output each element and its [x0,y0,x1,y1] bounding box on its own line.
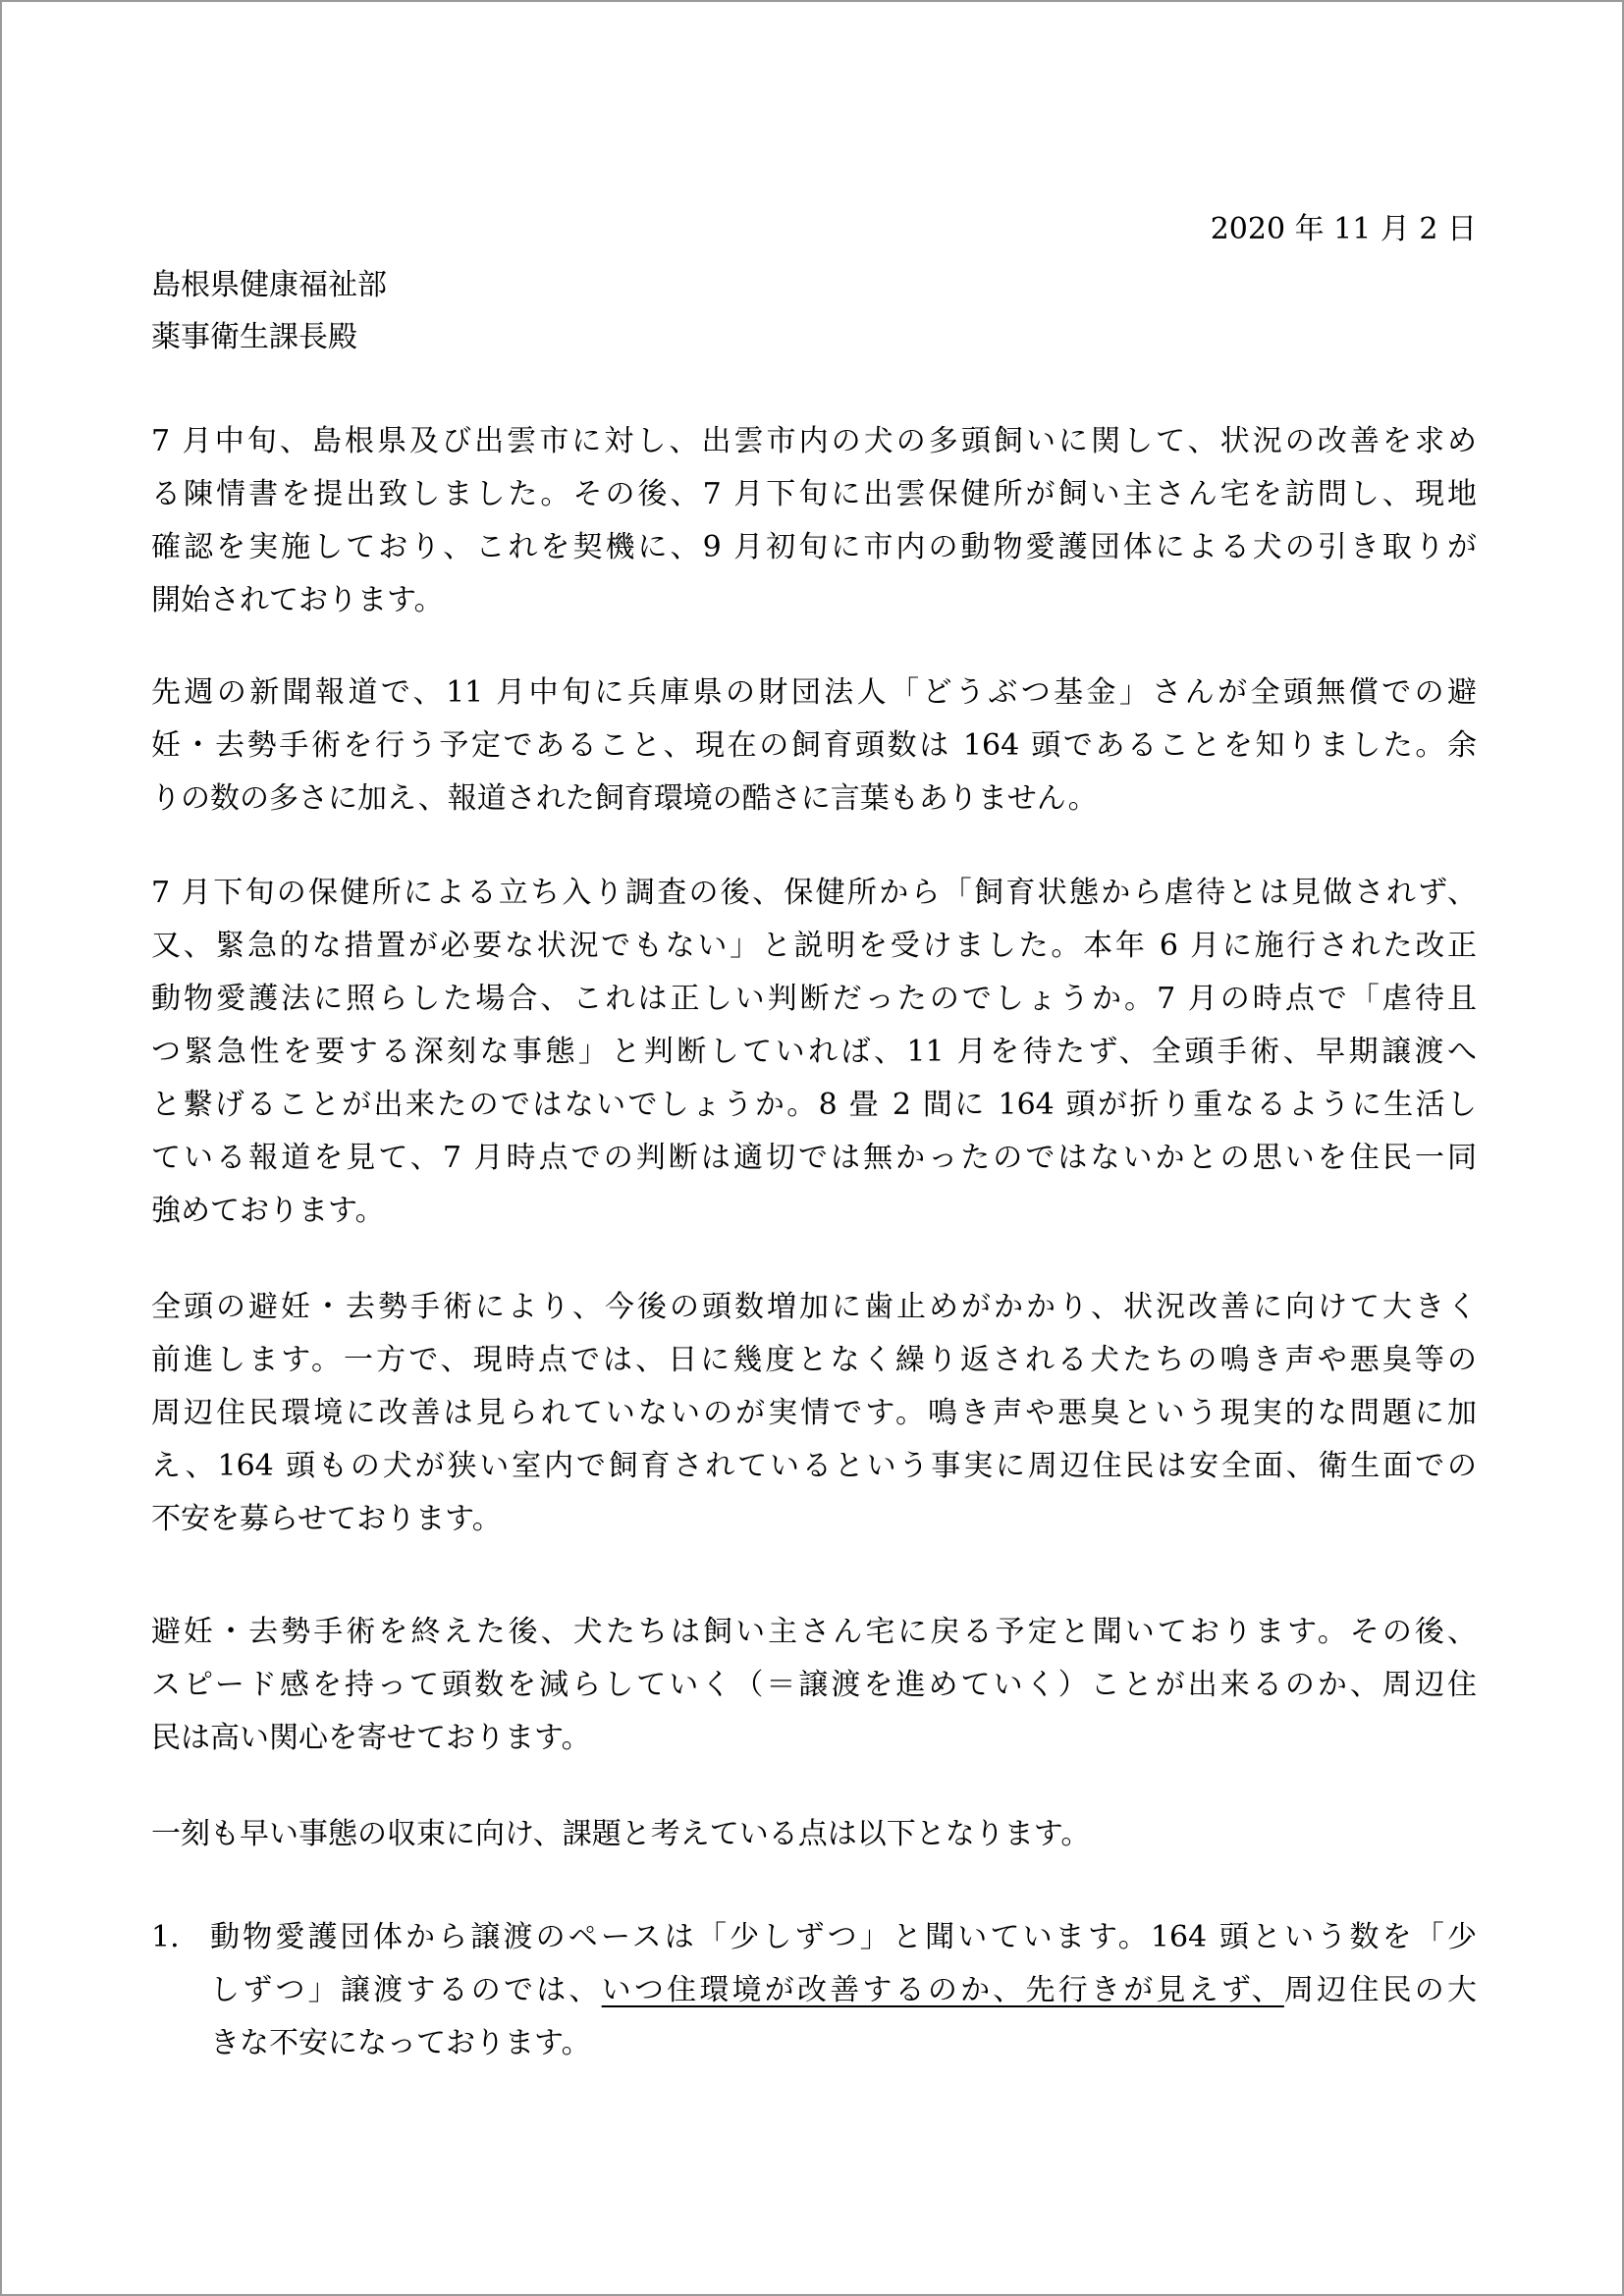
paragraph-line: 7 月中旬、島根県及び出雲市に対し、出雲市内の犬の多頭飼いに関して、状況の改善を求め [151,424,1477,458]
paragraph-line: 前進します。一方で、現時点では、日に幾度となく繰り返される犬たちの鳴き声や悪臭等の [151,1343,1477,1377]
paragraph-line: 周辺住民環境に改善は見られていないのが実情です。鳴き声や悪臭という現実的な問題に加 [151,1396,1477,1430]
paragraph-line: 先週の新聞報道で、11 月中旬に兵庫県の財団法人「どうぶつ基金」さんが全頭無償での避 [151,675,1477,710]
paragraph-line: 強めております。 [151,1194,385,1228]
list-item-line [210,1964,1477,2017]
paragraph-3 [151,867,1477,1238]
paragraph-line: スピード感を持って頭数を減らしていく（＝譲渡を進めていく）ことが出来るのか、周辺住 [151,1668,1477,1702]
paragraph-line: つ緊急性を要する深刻な事態」と判断していれば、11 月を待たず、全頭手術、早期譲渡へ [151,1035,1477,1069]
paragraph-1 [151,415,1477,627]
list-item-text: 周辺住民の大 [1283,1973,1478,2007]
paragraph-line: 動物愛護法に照らした場合、これは正しい判断だったのでしょうか。7 月の時点で「虐待且 [151,982,1477,1016]
paragraph-line: 妊・去勢手術を行う予定であること、現在の飼育頭数は 164 頭であることを知りました。余 [151,728,1477,763]
paragraph-line: 不安を募らせております。 [151,1502,502,1536]
list-item-text: しずつ」譲渡するのでは、 [210,1973,602,2007]
list-item-body [210,1911,1477,2070]
list-item-number: 1. [151,1920,180,1954]
paragraph-line: 確認を実施しており、これを契機に、9 月初旬に市内の動物愛護団体による犬の引き取りが [151,530,1477,564]
paragraph-line: 避妊・去勢手術を終えた後、犬たちは飼い主さん宅に戻る予定と聞いております。その後、 [151,1615,1477,1649]
paragraph-line: る陳情書を提出致しました。その後、7 月下旬に出雲保健所が飼い主さん宅を訪問し、現地 [151,477,1477,511]
underlined-text: いつ住環境が改善するのか、先行きが見えず、 [601,1973,1284,2007]
list-item-line: きな不安になっております。 [210,2026,591,2060]
paragraph-line: え、164 頭もの犬が狭い室内で飼育されているという事実に周辺住民は安全面、衛生面での [151,1449,1477,1483]
paragraph-line: 開始されております。 [151,583,444,617]
paragraph-line: と繋げることが出来たのではないでしょうか。8 畳 2 間に 164 頭が折り重なるように生活し [151,1088,1477,1122]
letter-date: 2020 年 11 月 2 日 [1210,212,1477,246]
paragraph-line: りの数の多さに加え、報道された飼育環境の酷さに言葉もありません。 [151,781,1098,816]
list-item-line: 動物愛護団体から譲渡のペースは「少しずつ」と聞いています。164 頭という数を「少 [210,1920,1477,1954]
paragraph-line: 又、緊急的な措置が必要な状況でもない」と説明を受けました。本年 6 月に施行された改正 [151,929,1477,963]
paragraph-2 [151,667,1477,826]
paragraph-line: 民は高い関心を寄せております。 [151,1721,591,1755]
paragraph-line: ている報道を見て、7 月時点での判断は適切では無かったのではないかとの思いを住民一同 [151,1141,1477,1175]
paragraph-line: 7 月下旬の保健所による立ち入り調査の後、保健所から「飼育状態から虐待とは見做されず、 [151,876,1477,910]
paragraph-line: 一刻も早い事態の収束に向け、課題と考えている点は以下となります。 [151,1817,1091,1851]
addressee-department: 島根県健康福祉部 [151,268,387,302]
addressee-block [151,259,1477,363]
paragraph-5 [151,1606,1477,1765]
paragraph-4 [151,1281,1477,1546]
addressee-title: 薬事衛生課長殿 [151,320,357,354]
paragraph-line: 全頭の避妊・去勢手術により、今後の頭数増加に歯止めがかかり、状況改善に向けて大きく [151,1290,1477,1324]
paragraph-6 [151,1808,1477,1861]
